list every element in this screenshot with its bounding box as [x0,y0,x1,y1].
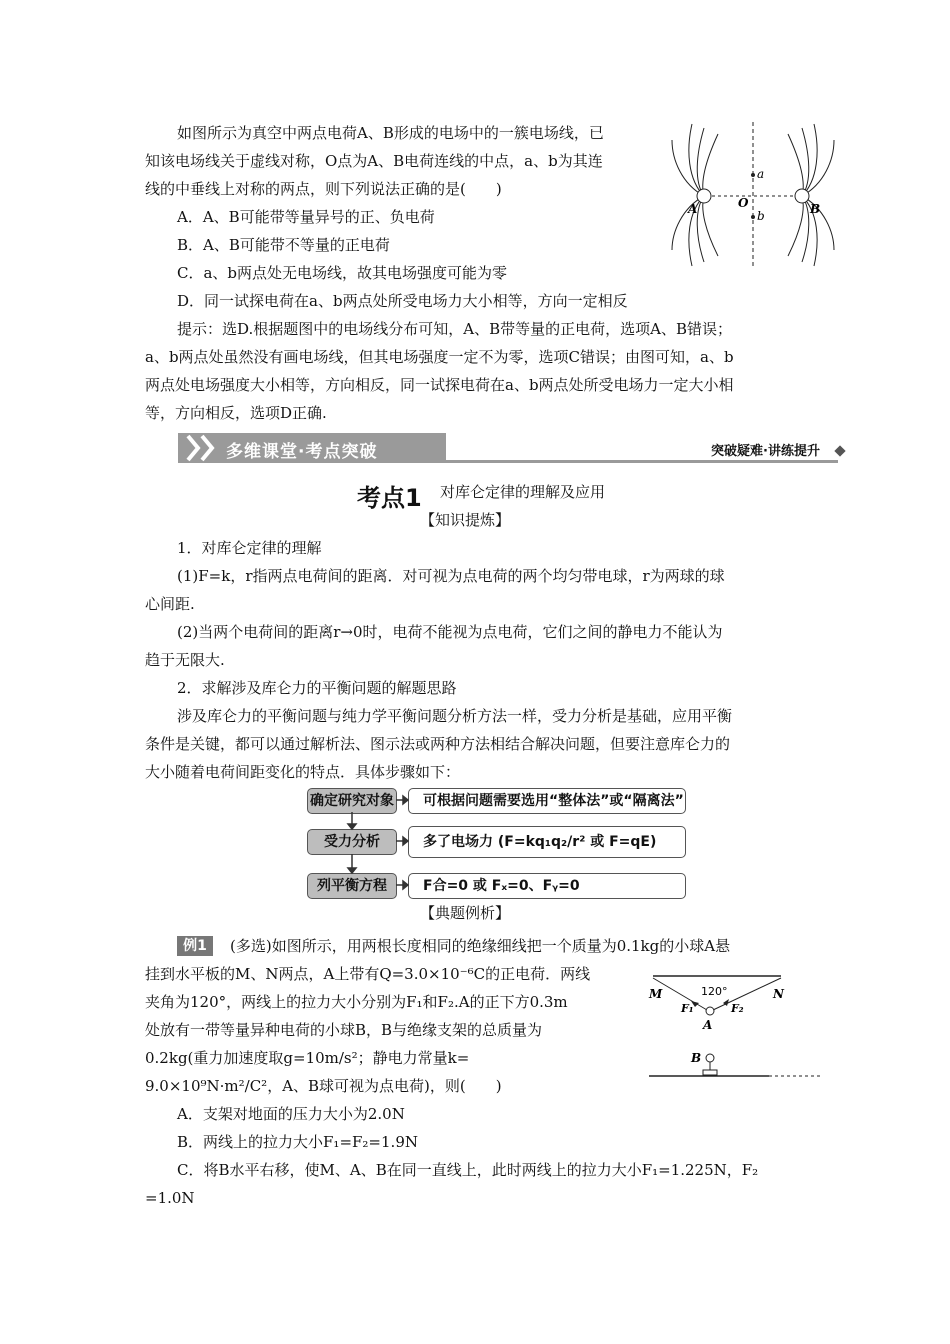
chevron-icon [184,433,224,463]
example-line-5: 0.2kg(重力加速度取g=10m/s²；静电力常量k= [145,1049,470,1067]
flow-side-arrows [395,790,409,900]
question-line-2: 知该电场线关于虚线对称，O点为A、B电荷连线的中点，a、b为其连 [145,152,603,170]
label-B: B [810,202,821,216]
example-line-2: 挂到水平板的M、N两点，A上带有Q=3.0×10⁻⁶C的正电荷．两线 [145,965,591,983]
example-line-4: 处放有一带等量异种电荷的小球B，B与绝缘支架的总质量为 [145,1021,543,1039]
section-heading-text: 对库仑定律的理解及应用 [440,483,606,501]
section-line-6: 2．求解涉及库仑力的平衡问题的解题思路 [177,679,457,697]
example-option-c-cont: =1.0N [145,1189,195,1207]
label-B-ball: B [691,1051,702,1065]
label-M: M [649,987,663,1001]
knowledge-title: 【知识提炼】 [420,511,511,529]
label-F2: F₂ [731,1002,744,1015]
label-A-ball: A [703,1018,713,1032]
flow-step-2: 受力分析 [307,829,397,855]
example-option-b: B．两线上的拉力大小F₁=F₂=1.9N [177,1133,418,1151]
flow-step-3: 列平衡方程 [307,873,397,899]
flow-note-1: 可根据问题需要选用“整体法”或“隔离法” [408,788,686,814]
section-line-2: (1)F=k，r指两点电荷间的距离．对可视为点电荷的两个均匀带电球，r为两球的球 [177,567,725,585]
option-a: A．A、B可能带等量异号的正、负电荷 [177,208,435,226]
example-line-6: 9.0×10⁹N·m²/C²，A、B球可视为点电荷)，则( ) [145,1077,502,1095]
flow-step-1: 确定研究对象 [307,788,397,814]
section-line-5: 趋于无限大. [145,651,225,669]
label-a: a [757,167,765,181]
section-line-9: 大小随着电荷间距变化的特点．具体步骤如下： [145,763,461,781]
section-line-3: 心间距. [145,595,195,613]
diamond-icon [834,445,845,456]
label-A: A [688,202,698,216]
banner-subtitle: 突破疑难·讲练提升 [711,444,820,459]
flow-note-2: 多了电场力 (F=kq₁q₂/r² 或 F=qE) [408,826,686,858]
section-banner [178,433,844,463]
label-F1: F₁ [681,1002,694,1015]
field-lines-figure [668,120,838,270]
hint-line-1: 提示：选D.根据题图中的电场线分布可知，A、B带等量的正电荷，选项A、B错误； [177,320,732,338]
example-option-c: C．将B水平右移，使M、A、B在同一直线上，此时两线上的拉力大小F₁=1.225N，F₂ [177,1161,759,1179]
hint-line-3: 两点处电场强度大小相等，方向相反，同一试探电荷在a、b两点处所受电场力一定大小相 [145,376,734,394]
example-line-1: (多选)如图所示，用两根长度相同的绝缘细线把一个质量为0.1kg的小球A悬 [230,937,731,955]
section-heading: 考点1 [357,484,422,512]
option-c: C．a、b两点处无电场线，故其电场强度可能为零 [177,264,508,282]
label-N: N [773,987,784,1001]
example-tag: 例1 [177,936,213,956]
label-O: O [738,196,749,210]
hint-line-4: 等，方向相反，选项D正确. [145,404,327,422]
hanging-ball-figure [645,968,825,1088]
option-b: B．A、B可能带不等量的正电荷 [177,236,390,254]
option-d: D．同一试探电荷在a、b两点处所受电场力大小相等，方向一定相反 [177,292,628,310]
banner-title: 多维课堂·考点突破 [226,442,378,462]
section-line-4: (2)当两个电荷间的距离r→0时，电荷不能视为点电荷，它们之间的静电力不能认为 [177,623,723,641]
label-b: b [757,209,765,223]
example-title: 【典题例析】 [420,904,511,922]
label-angle: 120° [701,985,728,998]
hint-line-2: a、b两点处虽然没有画电场线，但其电场强度一定不为零，选项C错误；由图可知，a、b [145,348,734,366]
section-line-8: 条件是关键，都可以通过解析法、图示法或两种方法相结合解决问题，但要注意库仑力的 [145,735,731,753]
section-line-1: 1．对库仑定律的理解 [177,539,322,557]
question-line-1: 如图所示为真空中两点电荷A、B形成的电场中的一簇电场线，已 [177,124,604,142]
example-option-a: A．支架对地面的压力大小为2.0N [177,1105,405,1123]
section-line-7: 涉及库仑力的平衡问题与纯力学平衡问题分析方法一样，受力分析是基础，应用平衡 [177,707,733,725]
question-line-3: 线的中垂线上对称的两点，则下列说法正确的是( ) [145,180,502,198]
flow-note-3: F合=0 或 Fₓ=0、Fᵧ=0 [408,873,686,899]
example-line-3: 夹角为120°，两线上的拉力大小分别为F₁和F₂.A的正下方0.3m [145,993,568,1011]
